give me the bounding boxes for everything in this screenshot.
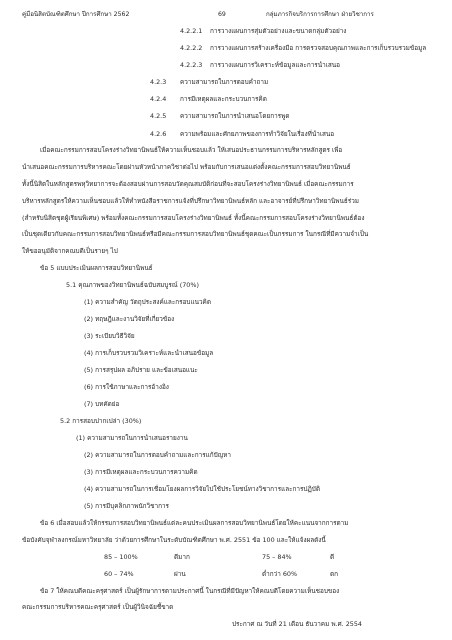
grade-range: ต่ำกว่า 60% [262, 570, 298, 578]
announcement-date: ประกาศ ณ วันที่ 21 เดือน ธันวาคม พ.ศ. 2554 [232, 620, 362, 628]
criterion-item: (5) การสรุปผล อภิปราย และข้อเสนอแนะ [84, 366, 198, 374]
item-number: 4.2.2.2 [180, 44, 203, 52]
criterion-item: (1) ความสำคัญ วัตถุประสงค์และกรอบแนวคิด [84, 298, 211, 306]
paragraph-line: บริหารหลักสูตรให้ความเห็นชอบแล้วให้ทำหนังสือราชการแจ้งที่ปรึกษาวิทยานิพนธ์หลัก และอาจารย์ที่ปรึกษาวิทยานิพนธ์ร่วม [22, 197, 360, 205]
paragraph-line: นำเสนอคณะกรรมการบริหารคณะโดยผ่านหัวหน้าภาควิชาต่อไป พร้อมกับการเสนอแต่งตั้งคณะกรรมการสอบวิทยานิพนธ์ [22, 163, 351, 171]
section-5-2: 5.2 การสอบปากเปล่า (30%) [60, 417, 142, 425]
item-text: ความพร้อมและศักยภาพของการทำวิจัยในเรื่องที่นำเสนอ [180, 130, 335, 138]
item-number: 4.2.4 [150, 95, 167, 103]
grade-label: ดี [330, 553, 335, 561]
criterion-item: (1) ความสามารถในการนำเสนอรายงาน [76, 434, 188, 442]
grade-range: 75 – 84% [262, 553, 292, 561]
item-number: 4.2.5 [150, 112, 167, 120]
grade-range: 60 – 74% [104, 570, 134, 578]
criterion-item: (3) ระเบียบวิธีวิจัย [84, 332, 135, 340]
grade-range: 85 – 100% [104, 553, 138, 561]
header-left: คู่มือนิสิตบัณฑิตศึกษา ปีการศึกษา 2562 [22, 11, 130, 18]
item-text: การวางแผนการสุ่มตัวอย่างและขนาดกลุ่มตัวอย่าง [210, 27, 347, 35]
page-number: 69 [218, 11, 226, 18]
clause-6-line: ข้อ 6 เมื่อสอบแล้วให้กรรมการสอบวิทยานิพนธ์แต่ละคนประเมินผลการสอบวิทยานิพนธ์โดยให้คะแนนจากการตาม [40, 519, 349, 527]
section-5-1: 5.1 คุณภาพของวิทยานิพนธ์ฉบับสมบูรณ์ (70%) [66, 281, 199, 289]
item-text: การวางแผนการวิเคราะห์ข้อมูลและการนำเสนอ [210, 61, 340, 69]
grade-label: ดีมาก [174, 553, 190, 561]
item-number: 4.2.6 [150, 130, 167, 138]
grade-label: ตก [330, 570, 339, 578]
paragraph-line: ให้ขออนุมัติจากคณบดีเป็นรายๆ ไป [22, 247, 118, 255]
criterion-item: (2) ความสามารถในการตอบคำถามและการแก้ปัญหา [84, 451, 231, 459]
item-number: 4.2.3 [150, 78, 167, 86]
criterion-item: (4) ความสามารถในการเชื่อมโยงผลการวิจัยไปใช้ประโยชน์ทางวิชาการและการปฏิบัติ [84, 485, 320, 493]
clause-7-line: ข้อ 7 ให้คณบดีคณะครุศาสตร์ เป็นผู้รักษาการตามประกาศนี้ ในกรณีที่มีปัญหาให้คณบดีโดยความเห็นชอบของ [40, 587, 340, 595]
criterion-item: (2) ทฤษฎีและงานวิจัยที่เกี่ยวข้อง [84, 315, 175, 323]
header-right: กลุ่มภารกิจบริการการศึกษา ฝ่ายวิชาการ [266, 11, 374, 18]
item-text: ความสามารถในการนำเสนอโดยการพูด [180, 112, 290, 120]
clause-5-title: ข้อ 5 แบบประเมินผลการสอบวิทยานิพนธ์ [40, 264, 153, 272]
criterion-item: (3) การมีเหตุผลและกระบวนการความคิด [84, 468, 198, 476]
paragraph-line: (สำหรับนิสิตชุดผู้เรียนพิเศษ) พร้อมทั้งคณะกรรมการสอบโครงร่างวิทยานิพนธ์ ทั้งนี้คณะกรรมการสอบโครงร่างวิทยานิพนธ์ต้อง [22, 214, 365, 222]
criterion-item: (5) การมีบุคลิกภาพนักวิชาการ [84, 502, 169, 510]
clause-7-line: คณะกรรมการบริหารคณะครุศาสตร์ เป็นผู้วินิจฉัยชี้ขาด [22, 603, 174, 611]
grade-label: ผ่าน [174, 570, 186, 578]
item-text: การมีเหตุผลและกระบวนการคิด [180, 95, 267, 103]
criterion-item: (6) การใช้ภาษาและการอ้างอิง [84, 383, 169, 391]
item-number: 4.2.2.1 [180, 27, 203, 35]
paragraph-line: ทั้งนี้นิสิตในหลักสูตรพหุวิทยาการจะต้องสอบผ่านการสอบวัดคุณสมบัติก่อนที่จะสอบโครงร่างวิทยานิพนธ์ เมื่อคณะกรรมการ [22, 180, 354, 188]
item-text: การวางแผนการสร้างเครื่องมือ การตรวจสอบคุณภาพและการเก็บรวบรวมข้อมูล [210, 44, 427, 52]
paragraph-line: เป็นชุดเดียวกับคณะกรรมการสอบวิทยานิพนธ์หรือมีคณะกรรมการสอบวิทยานิพนธ์ชุดคณะเป็นกรรมการ ในกรณีที่มีความจำเป็น [22, 230, 369, 238]
criterion-item: (7) บทคัดย่อ [84, 400, 120, 408]
item-text: ความสามารถในการตอบคำถาม [180, 78, 269, 86]
item-number: 4.2.2.3 [180, 61, 203, 69]
clause-6-line: ข้อบังคับจุฬาลงกรณ์มหาวิทยาลัย ว่าด้วยการศึกษาในระดับบัณฑิตศึกษา พ.ศ. 2551 ข้อ 100 และให้แจ้งผลดังนี้ [22, 536, 326, 544]
criterion-item: (4) การเก็บรวบรวมวิเคราะห์และนำเสนอข้อมูล [84, 349, 214, 357]
paragraph-line: เมื่อคณะกรรมการสอบโครงร่างวิทยานิพนธ์ให้ความเห็นชอบแล้ว ให้เสนอประธานกรรมการบริหารหลักสูตร เพื่อ [40, 146, 343, 154]
